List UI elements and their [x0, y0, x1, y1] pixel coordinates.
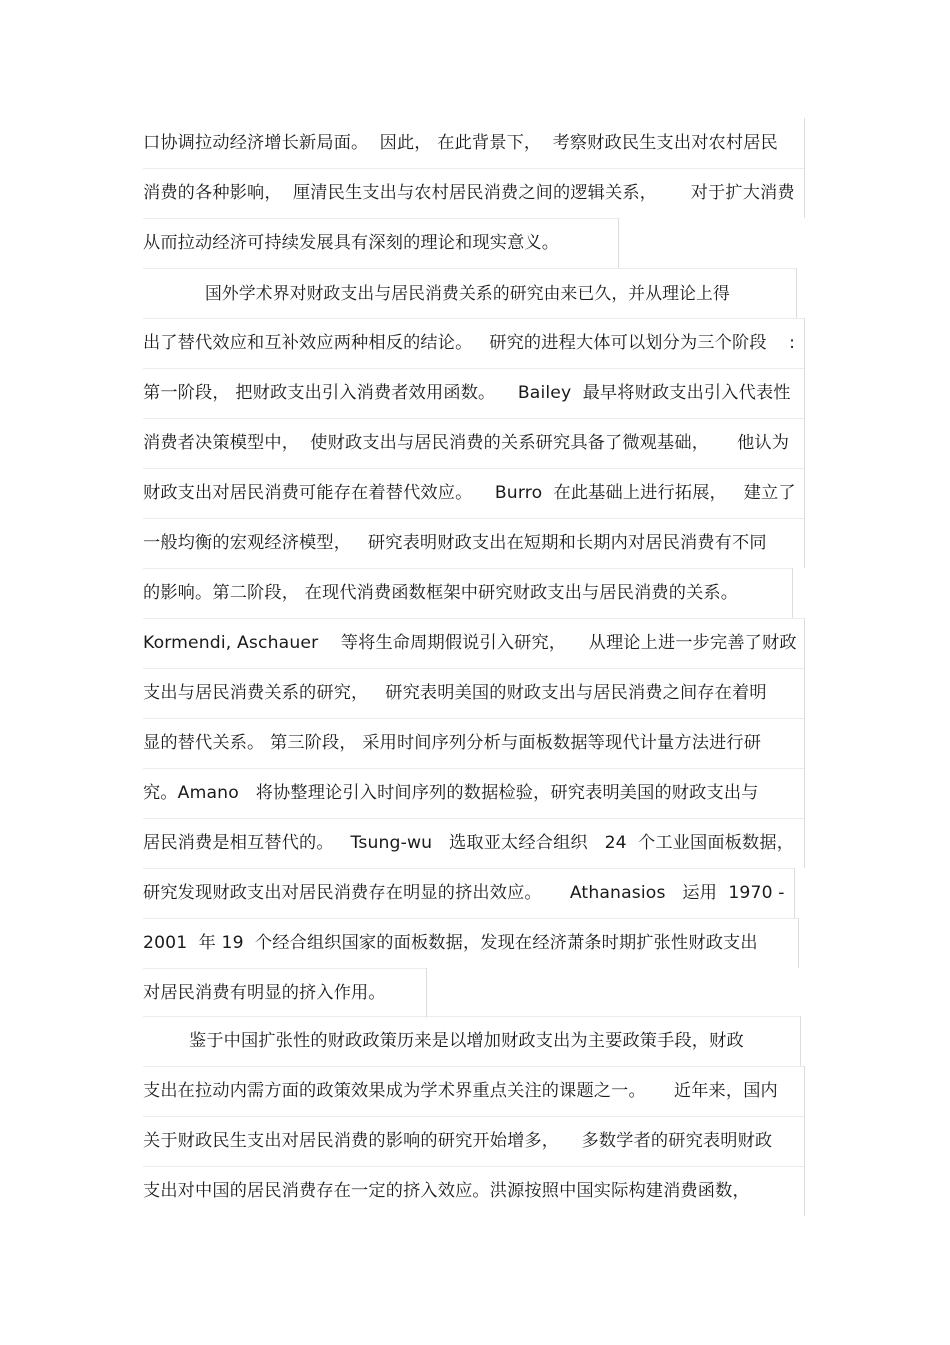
line-text: 鉴于中国扩张性的财政政策历来是以增加财政支出为主要政策手段，财政 [189, 1031, 744, 1051]
text-line [143, 1066, 805, 1116]
line-text: 究。Amano 将协整理论引入时间序列的数据检验，研究表明美国的财政支出与 [143, 783, 759, 803]
line-text: 研究发现财政支出对居民消费存在明显的挤出效应。 Athanasios 运用 1970 - [143, 883, 785, 903]
line-text: 财政支出对居民消费可能存在着替代效应。 Burro 在此基础上进行拓展， 建立了 [143, 483, 796, 503]
text-line [143, 618, 805, 668]
line-text: 显的替代关系。 第三阶段， 采用时间序列分析与面板数据等现代计量方法进行研 [143, 733, 762, 753]
text-line [143, 468, 805, 518]
text-line [143, 968, 427, 1018]
line-text: 出了替代效应和互补效应两种相反的结论。 研究的进程大体可以划分为三个阶段 : [143, 333, 796, 353]
text-line [143, 368, 805, 418]
text-line [143, 868, 795, 918]
line-text: 消费的各种影响， 厘清民生支出与农村居民消费之间的逻辑关系， 对于扩大消费 [143, 183, 795, 203]
text-line [143, 218, 619, 268]
text-line [143, 318, 805, 368]
text-line [143, 168, 805, 218]
line-text: 口协调拉动经济增长新局面。 因此， 在此背景下， 考察财政民生支出对农村居民 [143, 133, 778, 153]
text-line [143, 718, 805, 768]
line-text: 2001 年 19 个经合组织国家的面板数据，发现在经济萧条时期扩张性财政支出 [143, 933, 758, 953]
text-line [143, 268, 797, 318]
line-text: 一般均衡的宏观经济模型， 研究表明财政支出在短期和长期内对居民消费有不同 [143, 533, 767, 553]
line-text: 国外学术界对财政支出与居民消费关系的研究由来已久，并从理论上得 [205, 283, 730, 303]
line-text: 第一阶段， 把财政支出引入消费者效用函数。 Bailey 最早将财政支出引入代表性 [143, 383, 791, 403]
text-line [143, 818, 805, 868]
text-line [143, 1166, 805, 1216]
line-text: 的影响。第二阶段， 在现代消费函数框架中研究财政支出与居民消费的关系。 [143, 583, 739, 603]
line-text: 支出与居民消费关系的研究， 研究表明美国的财政支出与居民消费之间存在着明 [143, 683, 767, 703]
text-line [143, 118, 805, 168]
text-line [143, 568, 793, 618]
text-line [143, 418, 805, 468]
line-text: 支出对中国的居民消费存在一定的挤入效应。洪源按照中国实际构建消费函数， [143, 1181, 750, 1201]
text-line [143, 1016, 801, 1066]
text-line [143, 768, 805, 818]
line-text: Kormendi, Aschauer 等将生命周期假说引入研究， 从理论上进一步完善了财政 [143, 633, 797, 653]
text-line [143, 668, 805, 718]
text-line [143, 918, 799, 968]
line-text: 支出在拉动内需方面的政策效果成为学术界重点关注的课题之一。 近年来，国内 [143, 1081, 778, 1101]
line-text: 关于财政民生支出对居民消费的影响的研究开始增多， 多数学者的研究表明财政 [143, 1131, 773, 1151]
line-text: 对居民消费有明显的挤入作用。 [143, 983, 386, 1003]
line-text: 消费者决策模型中， 使财政支出与居民消费的关系研究具备了微观基础， 他认为 [143, 433, 790, 453]
line-text: 居民消费是相互替代的。 Tsung-wu 选取亚太经合组织 24 个工业国面板数据， [143, 833, 795, 853]
text-line [143, 1116, 805, 1166]
text-line [143, 518, 805, 568]
line-text: 从而拉动经济可持续发展具有深刻的理论和现实意义。 [143, 233, 560, 253]
